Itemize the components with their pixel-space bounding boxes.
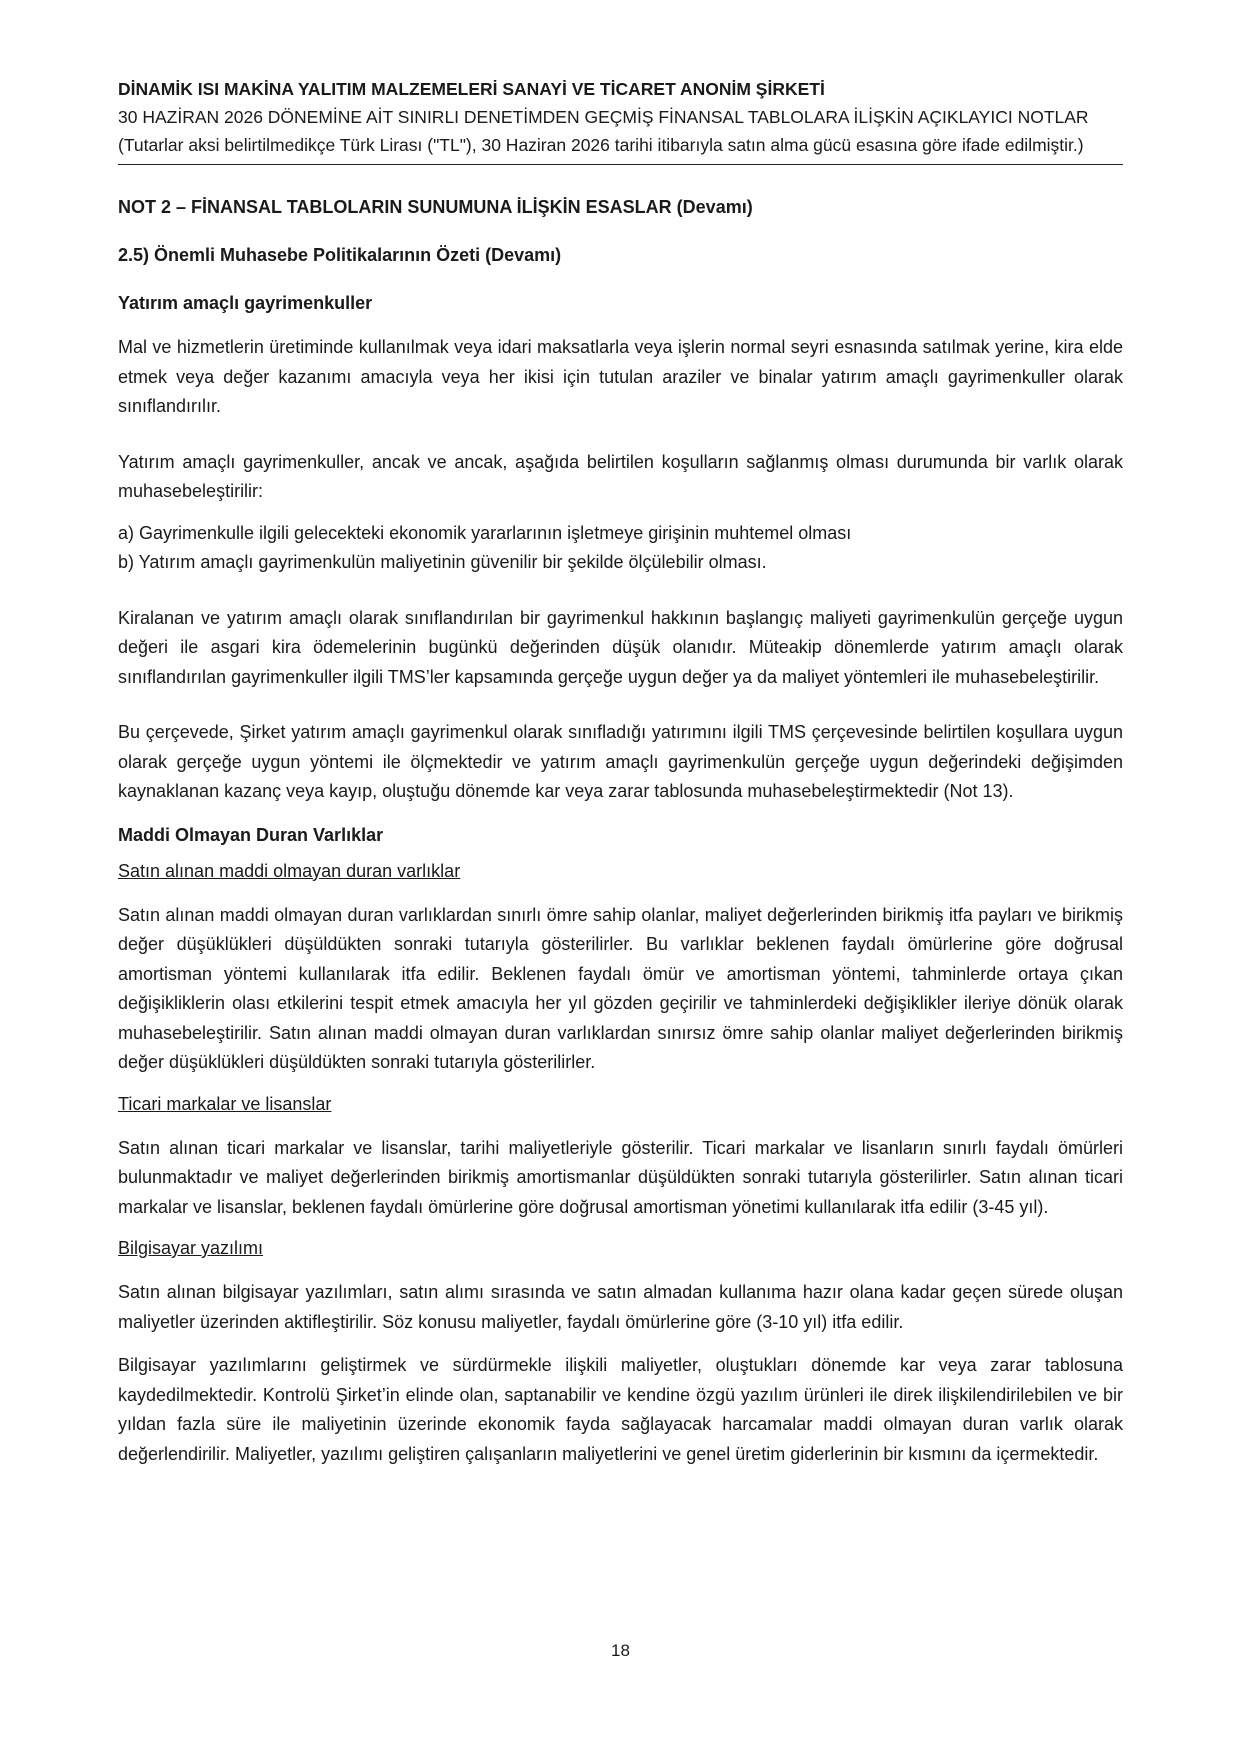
paragraph: Satın alınan maddi olmayan duran varlıklardan sınırlı ömre sahip olanlar, maliyet değerlerinden birikmiş itfa payları ve birikmiş değer düşüklükleri düşüldükten sonraki tutarıyla gösterilirler. Bu varlıklar beklenen faydalı ömürlerine göre doğrusal amortisman yöntemi kullanılarak itfa edilir. Beklenen faydalı ömür ve amortisman yöntemi, tahminlerde ortaya çıkan değişikliklerin olası etkilerini tespit etmek amacıyla her yıl gözden geçirilir ve tahminlerdeki değişiklikler ileriye dönük olarak muhasebeleştirilir. Satın alınan maddi olmayan duran varlıklardan sınırsız ömre sahip olanlar maliyet değerlerinden birikmiş değer düşüklükleri düşüldükten sonraki tutarıyla gösterilirler. bbox=[118, 904, 1123, 1072]
paragraph: Kiralanan ve yatırım amaçlı olarak sınıflandırılan bir gayrimenkul hakkının başlangıç maliyeti gayrimenkulün gerçeğe uygun değeri ile asgari kira ödemelerinin bugünkü değerinden düşük olanıdır. Müteakip dönemlerde yatırım amaçlı olarak sınıflandırılan gayrimenkuller ilgili TMS’ler kapsamında gerçeğe uygun değer ya da maliyet yöntemleri ile muhasebeleştirilir. bbox=[118, 607, 1123, 687]
investment-property-heading: Yatırım amaçlı gayrimenkuller bbox=[118, 293, 373, 313]
list-item: b) Yatırım amaçlı gayrimenkulün maliyetinin güvenilir bir şekilde ölçülebilir olması. bbox=[118, 552, 767, 572]
header-divider bbox=[118, 164, 1123, 165]
conditions-list bbox=[118, 519, 1123, 578]
report-period: 30 HAZİRAN 2026 DÖNEMİNE AİT SINIRLI DENETİMDEN GEÇMİŞ FİNANSAL TABLOLARA İLİŞKİN AÇIKLAYICI NOTLAR bbox=[118, 107, 1089, 127]
intangibles-section bbox=[118, 823, 1123, 1470]
trademarks-subheading: Ticari markalar ve lisanslar bbox=[118, 1093, 332, 1114]
paragraph: Bilgisayar yazılımlarını geliştirmek ve sürdürmekle ilişkili maliyetler, oluştukları dönemde kar veya zarar tablosuna kaydedilmektedir. Kontrolü Şirket’in elinde olan, saptanabilir ve kendine özgü yazılım ürünleri ile direk ilişkilendirilebilen ve bir yıldan fazla süre ile maliyetinin üzerinde ekonomik fayda sağlayacak harcamalar maddi olmayan duran varlık olarak değerlendirilir. Maliyetler, yazılımı geliştiren çalışanların maliyetlerini ve genel üretim giderlerinin bir kısmını da içermektedir. bbox=[118, 1355, 1123, 1464]
investment-property-section bbox=[118, 291, 1123, 807]
document-header bbox=[118, 78, 1123, 165]
purchased-intangibles-subheading: Satın alınan maddi olmayan duran varlıklar bbox=[118, 860, 461, 881]
software-subheading: Bilgisayar yazılımı bbox=[118, 1238, 264, 1258]
paragraph: Satın alınan ticari markalar ve lisanslar, tarihi maliyetleriyle gösterilir. Ticari markalar ve lisanların sınırlı faydalı ömürleri bulunmaktadır ve maliyet değerlerinden birikmiş amortismanlar düşüldükten sonraki tutarıyla gösterilirler. Satın alınan ticari markalar ve lisanslar, beklenen faydalı ömürlerine göre doğrusal amortisman yönetimi kullanılarak itfa edilir (3-45 yıl). bbox=[118, 1137, 1123, 1217]
paragraph: Mal ve hizmetlerin üretiminde kullanılmak veya idari maksatlarla veya işlerin normal seyri esnasında satılmak yerine, kira elde etmek veya değer kazanımı amacıyla veya her ikisi için tutulan araziler ve binalar yatırım amaçlı gayrimenkuller olarak sınıflandırılır. bbox=[118, 337, 1123, 416]
list-item: a) Gayrimenkulle ilgili gelecekteki ekonomik yararlarının işletmeye girişinin muhtemel olması bbox=[118, 522, 852, 543]
paragraph: Yatırım amaçlı gayrimenkuller, ancak ve ancak, aşağıda belirtilen koşulların sağlanmış olması durumunda bir varlık olarak muhasebeleştirilir: bbox=[118, 451, 1123, 501]
page-number: 18 bbox=[611, 1641, 630, 1660]
note-title: NOT 2 – FİNANSAL TABLOLARIN SUNUMUNA İLİŞKİN ESASLAR (Devamı) bbox=[118, 197, 753, 217]
paragraph: Satın alınan bilgisayar yazılımları, satın alımı sırasında ve satın almadan kullanıma hazır olana kadar geçen sürede oluşan maliyetler üzerinden aktifleştirilir. Söz konusu maliyetler, faydalı ömürlerine göre (3-10 yıl) itfa edilir. bbox=[118, 1282, 1123, 1332]
section-subtitle: 2.5) Önemli Muhasebe Politikalarının Özeti (Devamı) bbox=[118, 245, 562, 265]
document-page bbox=[118, 78, 1123, 1469]
currency-note: (Tutarlar aksi belirtilmedikçe Türk Lirası ("TL"), 30 Haziran 2026 tarihi itibarıyla satın alma gücü esasına göre ifade edilmiştir.) bbox=[118, 135, 1084, 155]
company-name: DİNAMİK ISI MAKİNA YALITIM MALZEMELERİ SANAYİ VE TİCARET ANONİM ŞİRKETİ bbox=[118, 79, 825, 99]
intangibles-heading: Maddi Olmayan Duran Varlıklar bbox=[118, 824, 384, 845]
paragraph: Bu çerçevede, Şirket yatırım amaçlı gayrimenkul olarak sınıfladığı yatırımını ilgili TMS çerçevesinde belirtilen koşullara uygun olarak gerçeğe uygun yöntemi ile ölçmektedir ve yatırım amaçlı gayrimenkulün gerçeğe uygun değerindeki değişimden kaynaklanan kazanç veya kayıp, oluştuğu dönemde kar veya zarar tablosunda muhasebeleştirmektedir (Not 13). bbox=[118, 722, 1123, 801]
